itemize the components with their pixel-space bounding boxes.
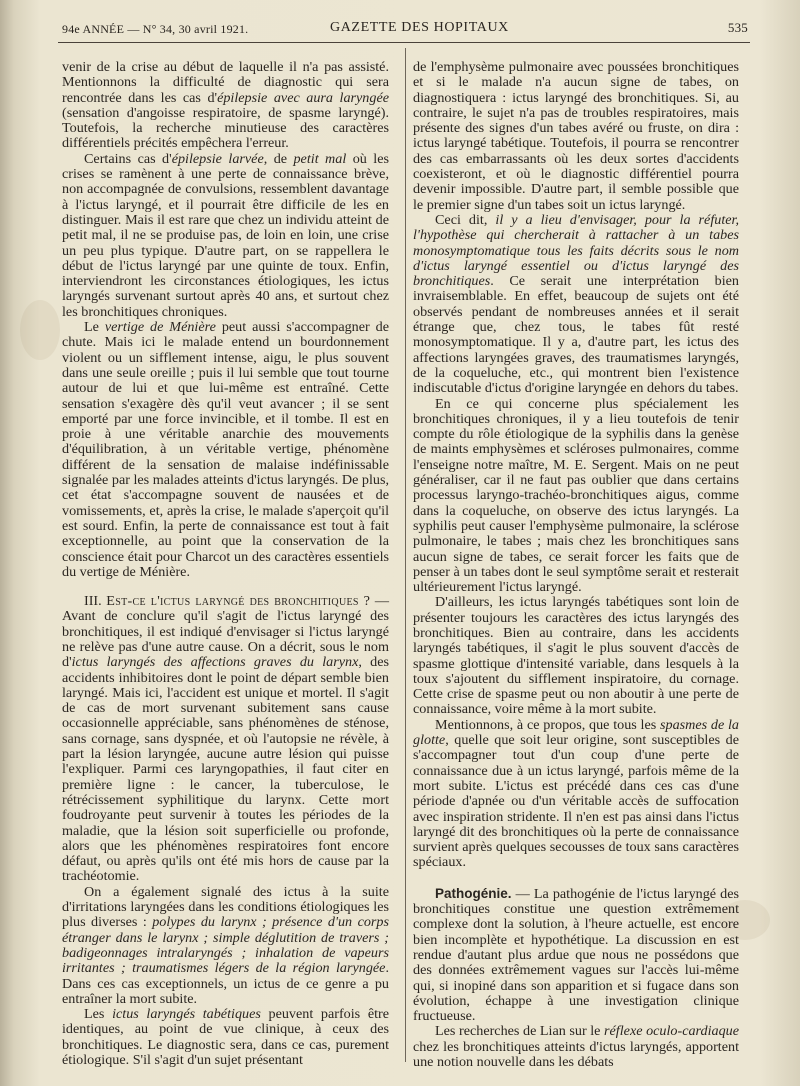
italic-text: épilepsie avec aura laryngée (217, 89, 390, 106)
paragraph (62, 1007, 389, 1068)
italic-text: il y a lieu d'envisager, pour la réfuter, l'hypothèse qui chercherait à rattacher à un tabes monosymptomatique tous les faits décrits sous le nom d'ictus laryngé essentiel ou d'ictus laryngé des bronchitiques (413, 211, 740, 290)
text: Certains cas d' (84, 150, 172, 167)
text: , de (263, 150, 294, 167)
italic-text: ictus laryngés tabétiques (112, 1006, 261, 1023)
text: venir de la crise au début de laquelle il n'a pas assisté. Mentionnons la difficulté de diagnostic qui sera rencontrée dans les cas d' (62, 59, 389, 106)
text: peuvent parfois être identiques, au point de vue clinique, à ceux des bronchitiques. Le diagnostic sera, dans ce cas, purement étiologique. S'il s'agit d'un sujet présentant (62, 1006, 390, 1068)
text: Ceci dit, (435, 211, 496, 228)
text: où les crises se ramènent à une perte de connaissance brève, non accompagnée de convulsions, ressemblent davantage à l'ictus laryngé, et il pourrait être difficile de les en distinguer. Mais il est rare que chez un individu atteint de petit mal, il ne se produise pas, de loin en loin, une crise un peu plus typique. D'autre part, on se rappellera le début de l'ictus laryngé par une quinte de toux. Enfin, interviendront les circonstances étiologiques, les ictus laryngés survenant surtout après 40 ans, et surtout chez les bronchitiques chroniques. (62, 150, 390, 320)
italic-text: polypes du larynx ; présence d'un corps étranger dans le larynx ; simple déglutition de travers ; badigeonnages intralaryngés ; inhalation de vapeurs irritantes ; traumatismes légers de la région laryngée (62, 914, 389, 977)
section-heading-paragraph (413, 886, 739, 1025)
italic-text: petit mal (293, 150, 347, 167)
left-column (62, 60, 389, 1068)
text: Les recherches de Lian sur le (435, 1023, 605, 1040)
column-divider (405, 48, 406, 1062)
paragraph (62, 320, 389, 580)
section-heading-paragraph (62, 594, 389, 885)
text: Le (84, 319, 105, 336)
text: peut aussi s'accompagner de chute. Mais ici le malade entend un bourdonnement violent ou un sifflement intense, aigu, le plus souvent dans une seule oreille ; puis il lui semble que tout tourne autour de lui et que lui-même est entraîné. Cette sensation s'exagère dès qu'il veut avancer ; il se sent emporté par une force invincible, et il tombe. Il est en proie à une véritable anarchie des mouvements d'équilibration, à un véritable vertige, phénomène différent de la sensation de malaise indéfinissable signalée par les malades atteints d'ictus laryngés. De plus, cet état s'accompagne souvent de nausées et de vomissements, et, après la crise, le malade s'aperçoit qu'il est sourd. Enfin, la perte de connaissance est tout à fait exceptionnelle, au point que la conservation de la conscience était pour Charcot un des caractères essentiels du vertige de Ménière. (62, 319, 389, 580)
text: chez les bronchitiques atteints d'ictus laryngés, apportent une notion nouvelle dans les débats (413, 1038, 739, 1070)
italic-text: épilepsie larvée (171, 150, 264, 167)
text: Mentionnons, à ce propos, que tous les (435, 716, 660, 733)
header-rule (58, 42, 750, 43)
text: , quelle que soit leur origine, sont susceptibles de s'accompagner tout d'un coup d'une perte de connaissance due à un ictus laryngé, parfois même de la mort subite. L'ictus est précédé dans ces cas d'une période d'apnée ou d'un véritable accès de suffocation avec inspiration stridente. Il n'en est pas ainsi dans l'ictus laryngé dit des bronchitiques où la perte de connaissance survient après quelques secousses de toux sans caractères spéciaux. (413, 732, 739, 871)
paragraph (413, 213, 739, 397)
paragraph (62, 152, 389, 320)
paragraph: D'ailleurs, les ictus laryngés tabétiques sont loin de présenter toujours les caractères des ictus laryngés des bronchitiques. Bien au contraire, dans les accidents laryngés tabétiques, il s'agit le plus souvent d'accès de spasme glottique d'intensité variable, dans lesquels à la toux s'ajoutent du sifflement inspiratoire, du cornage. Cette crise de spasme peut ou non aboutir à une perte de connaissance, voire même à la mort subite. (413, 594, 739, 718)
section-title: Est-ce l'ictus laryngé des bronchitiques ? (106, 593, 371, 610)
text: . Dans ces cas exceptionnels, un ictus de ce genre a pu entraîner la mort subite. (62, 960, 389, 1007)
page-header (62, 20, 748, 42)
text: Les (84, 1006, 113, 1023)
paragraph: de l'emphysème pulmonaire avec poussées bronchitiques et si le malade n'a aucun signe de tabes, on diagnostiquera : ictus laryngé des bronchitiques. Si, au contraire, le sujet n'a pas de troubles respiratoires, mais présente des signes d'un tabes avéré ou fruste, on dira : ictus laryngé tabétique. Toutefois, il pourra se rencontrer des cas embarrassants où les deux sortes d'accidents coexisteront, et où le diagnostic différentiel pourra devenir impossible. D'autre part, il semble possible que le premier signe d'un tabes soit un ictus laryngé. (413, 59, 739, 213)
italic-text: ictus laryngés des affections graves du larynx (71, 654, 359, 671)
paragraph: En ce qui concerne plus spécialement les bronchitiques chroniques, il y a lieu toutefois de tenir compte du rôle étiologique de la syphilis dans la genèse de maints emphysèmes et scléroses pulmonaires, comme l'enseigne notre maître, M. E. Sergent. Mais on ne peut généraliser, car il ne faut pas oublier que dans certains processus laryngo-trachéo-bronchitiques aigus, comme dans la coqueluche, on observe des ictus laryngés. La syphilis peut causer l'emphysème pulmonaire, la sclérose pulmonaire, le tabes ; mais chez les bronchitiques sans aucun signe de tabes, ce serait forcer les faits que de penser à un tabes dont le seul symptôme serait et resterait ultérieurement l'ictus laryngé. (413, 395, 739, 596)
section-number: III. (84, 593, 107, 610)
text: — La pathogénie de l'ictus laryngé des bronchitiques constitue une question extrêmement complexe dont la solution, à l'heure actuelle, est encore bien incomplète et hypothétique. La discussion en est rendue d'autant plus ardue que nous ne possédons que des données extrêmement vagues sur l'accès lui-même qui, si inopiné dans son apparition et si fugace dans son évolution, échappe à une investigation clinique fructueuse. (413, 885, 739, 1025)
paper-stain (20, 300, 60, 360)
section-title: Pathogénie. (435, 885, 512, 901)
text: (sensation d'angoisse respiratoire, de spasme laryngé). Toutefois, la recherche minutieuse des caractères différentiels précités empêchera l'erreur. (62, 104, 389, 152)
italic-text: vertige de Ménière (104, 319, 216, 336)
italic-text: spasmes de la glotte (413, 716, 739, 749)
italic-text: réflexe oculo-cardiaque (604, 1023, 740, 1040)
text: On a également signalé des ictus à la suite d'irritations laryngées dans les conditions étiologiques les plus diverses : (62, 883, 389, 931)
right-column (413, 60, 739, 1070)
issue-info: 94e ANNÉE — N° 34, 30 avril 1921. (62, 22, 249, 36)
paragraph (413, 718, 739, 871)
text: , des accidents inhibitoires dont le point de départ semble bien laryngé. Mais ici, l'accident est unique et mortel. Il s'agit de cas de mort survenant subitement sans cause occasionnelle appréciable, sans phénomènes de sténose, sans cornage, sans dyspnée, et où l'autopsie ne révèle, à part la lésion laryngée, aucune autre lésion qui puisse l'expliquer. Parmi ces laryngopathies, il faut citer en première ligne : le cancer, la tuberculose, le rétrécissement syphilitique du larynx. Cette mort foudroyante peut survenir à toutes les périodes de la maladie, que la lésion soit superficielle ou profonde, alors que les phénomènes respiratoires font encore défaut, ou après qu'ils ont été mis hors de cause par la trachéotomie. (62, 654, 389, 885)
journal-title: GAZETTE DES HOPITAUX (330, 20, 509, 35)
paragraph (62, 60, 389, 152)
paragraph (62, 885, 389, 1007)
text: — Avant de conclure qu'il s'agit de l'ictus laryngé des bronchitiques, il est indiqué d'envisager si l'ictus laryngé ne relève pas d'une autre cause. On a décrit, sous le nom d' (62, 593, 389, 671)
page-number: 535 (727, 20, 748, 35)
text: . Ce serait une interprétation bien invraisemblable. En effet, beaucoup de sujets ont été observés pendant de nombreuses années et il serait étrange que, chez tous, le tabes fût resté monosymptomatique. Il y a, d'autre part, les ictus des affections laryngées graves, des traumatismes laryngés, de la coqueluche, etc., qui montrent bien l'existence indiscutable d'ictus d'origine laryngée en dehors du tabes. (413, 273, 739, 397)
paragraph (413, 1024, 739, 1070)
